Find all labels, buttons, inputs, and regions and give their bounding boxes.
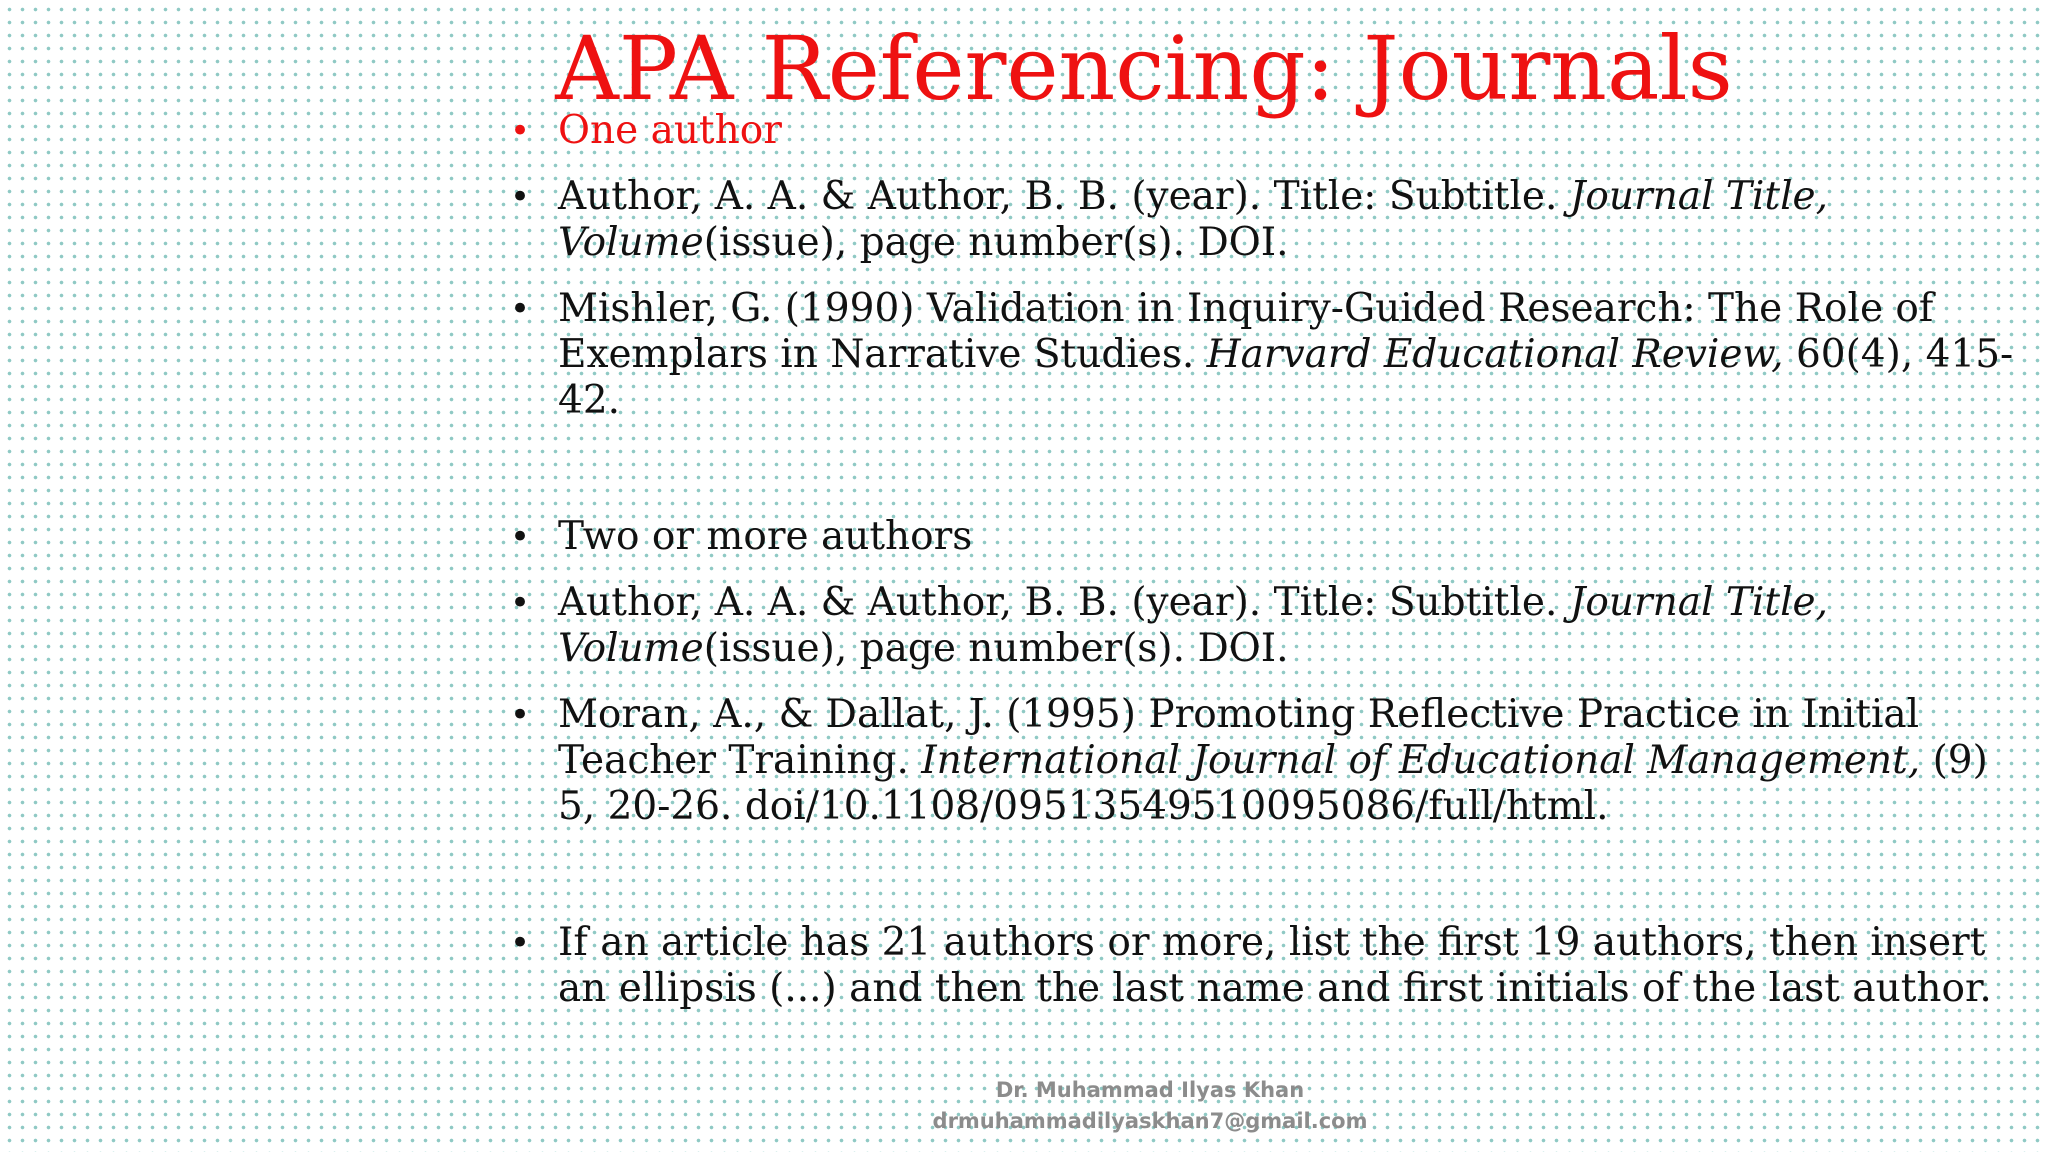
format-line-1: • Author, A. A. & Author, B. B. (year). Title: Subtitle. Journal Title, [558,580,1829,625]
journal-name-italic: Harvard Educational Review, [1206,332,1784,377]
rule-line-2: an ellipsis (...) and then the last name and first initials of the last author. [558,966,1992,1011]
rule-line-1: • If an article has 21 authors or more, list the first 19 authors, then insert [558,920,1986,965]
example-line-3: 5, 20-26. doi/10.1108/09513549510095086/full/html. [558,784,1609,829]
format-line-1: • Author, A. A. & Author, B. B. (year). Title: Subtitle. Journal Title, [558,174,1829,219]
volume-italic: Volume [558,626,704,671]
bullet-one-author-heading [510,108,2028,154]
journal-title-italic: Journal Title, [1569,580,1829,625]
bullet-one-author-format [510,174,2028,266]
example-line-1: • Mishler, G. (1990) Validation in Inquiry-Guided Research: The Role of [558,286,1934,331]
example-line-2: Teacher Training. International Journal of Educational Management, (9) [558,738,1988,783]
bullet-two-authors-example [510,692,2028,830]
footer-author-email: drmuhammadilyaskhan7@gmail.com [932,1109,1368,1133]
footer-author-name: Dr. Muhammad Ilyas Khan [995,1078,1305,1102]
author-footer [900,1075,1400,1137]
journal-title-italic: Journal Title, [1569,174,1829,219]
bullet-one-author-example [510,286,2028,424]
format-line-2: Volume(issue), page number(s). DOI. [558,220,1289,265]
bullet-many-authors-rule [510,920,2028,1012]
format-line-2: Volume(issue), page number(s). DOI. [558,626,1289,671]
example-line-3: 42. [558,378,621,423]
example-line-2: Exemplars in Narrative Studies. Harvard Educational Review, 60(4), 415- [558,332,2014,377]
example-line-1: • Moran, A., & Dallat, J. (1995) Promoting Reflective Practice in Initial [558,692,1920,737]
bullet-two-authors-format [510,580,2028,672]
one-author-heading: • One author [558,108,782,153]
slide-content [510,108,2028,1012]
bullet-two-authors-heading [510,514,2028,560]
two-authors-heading: • Two or more authors [558,514,973,559]
volume-italic: Volume [558,220,704,265]
slide-title: APA Referencing: Journals [555,17,1733,120]
journal-name-italic: International Journal of Educational Management, [921,738,1921,783]
